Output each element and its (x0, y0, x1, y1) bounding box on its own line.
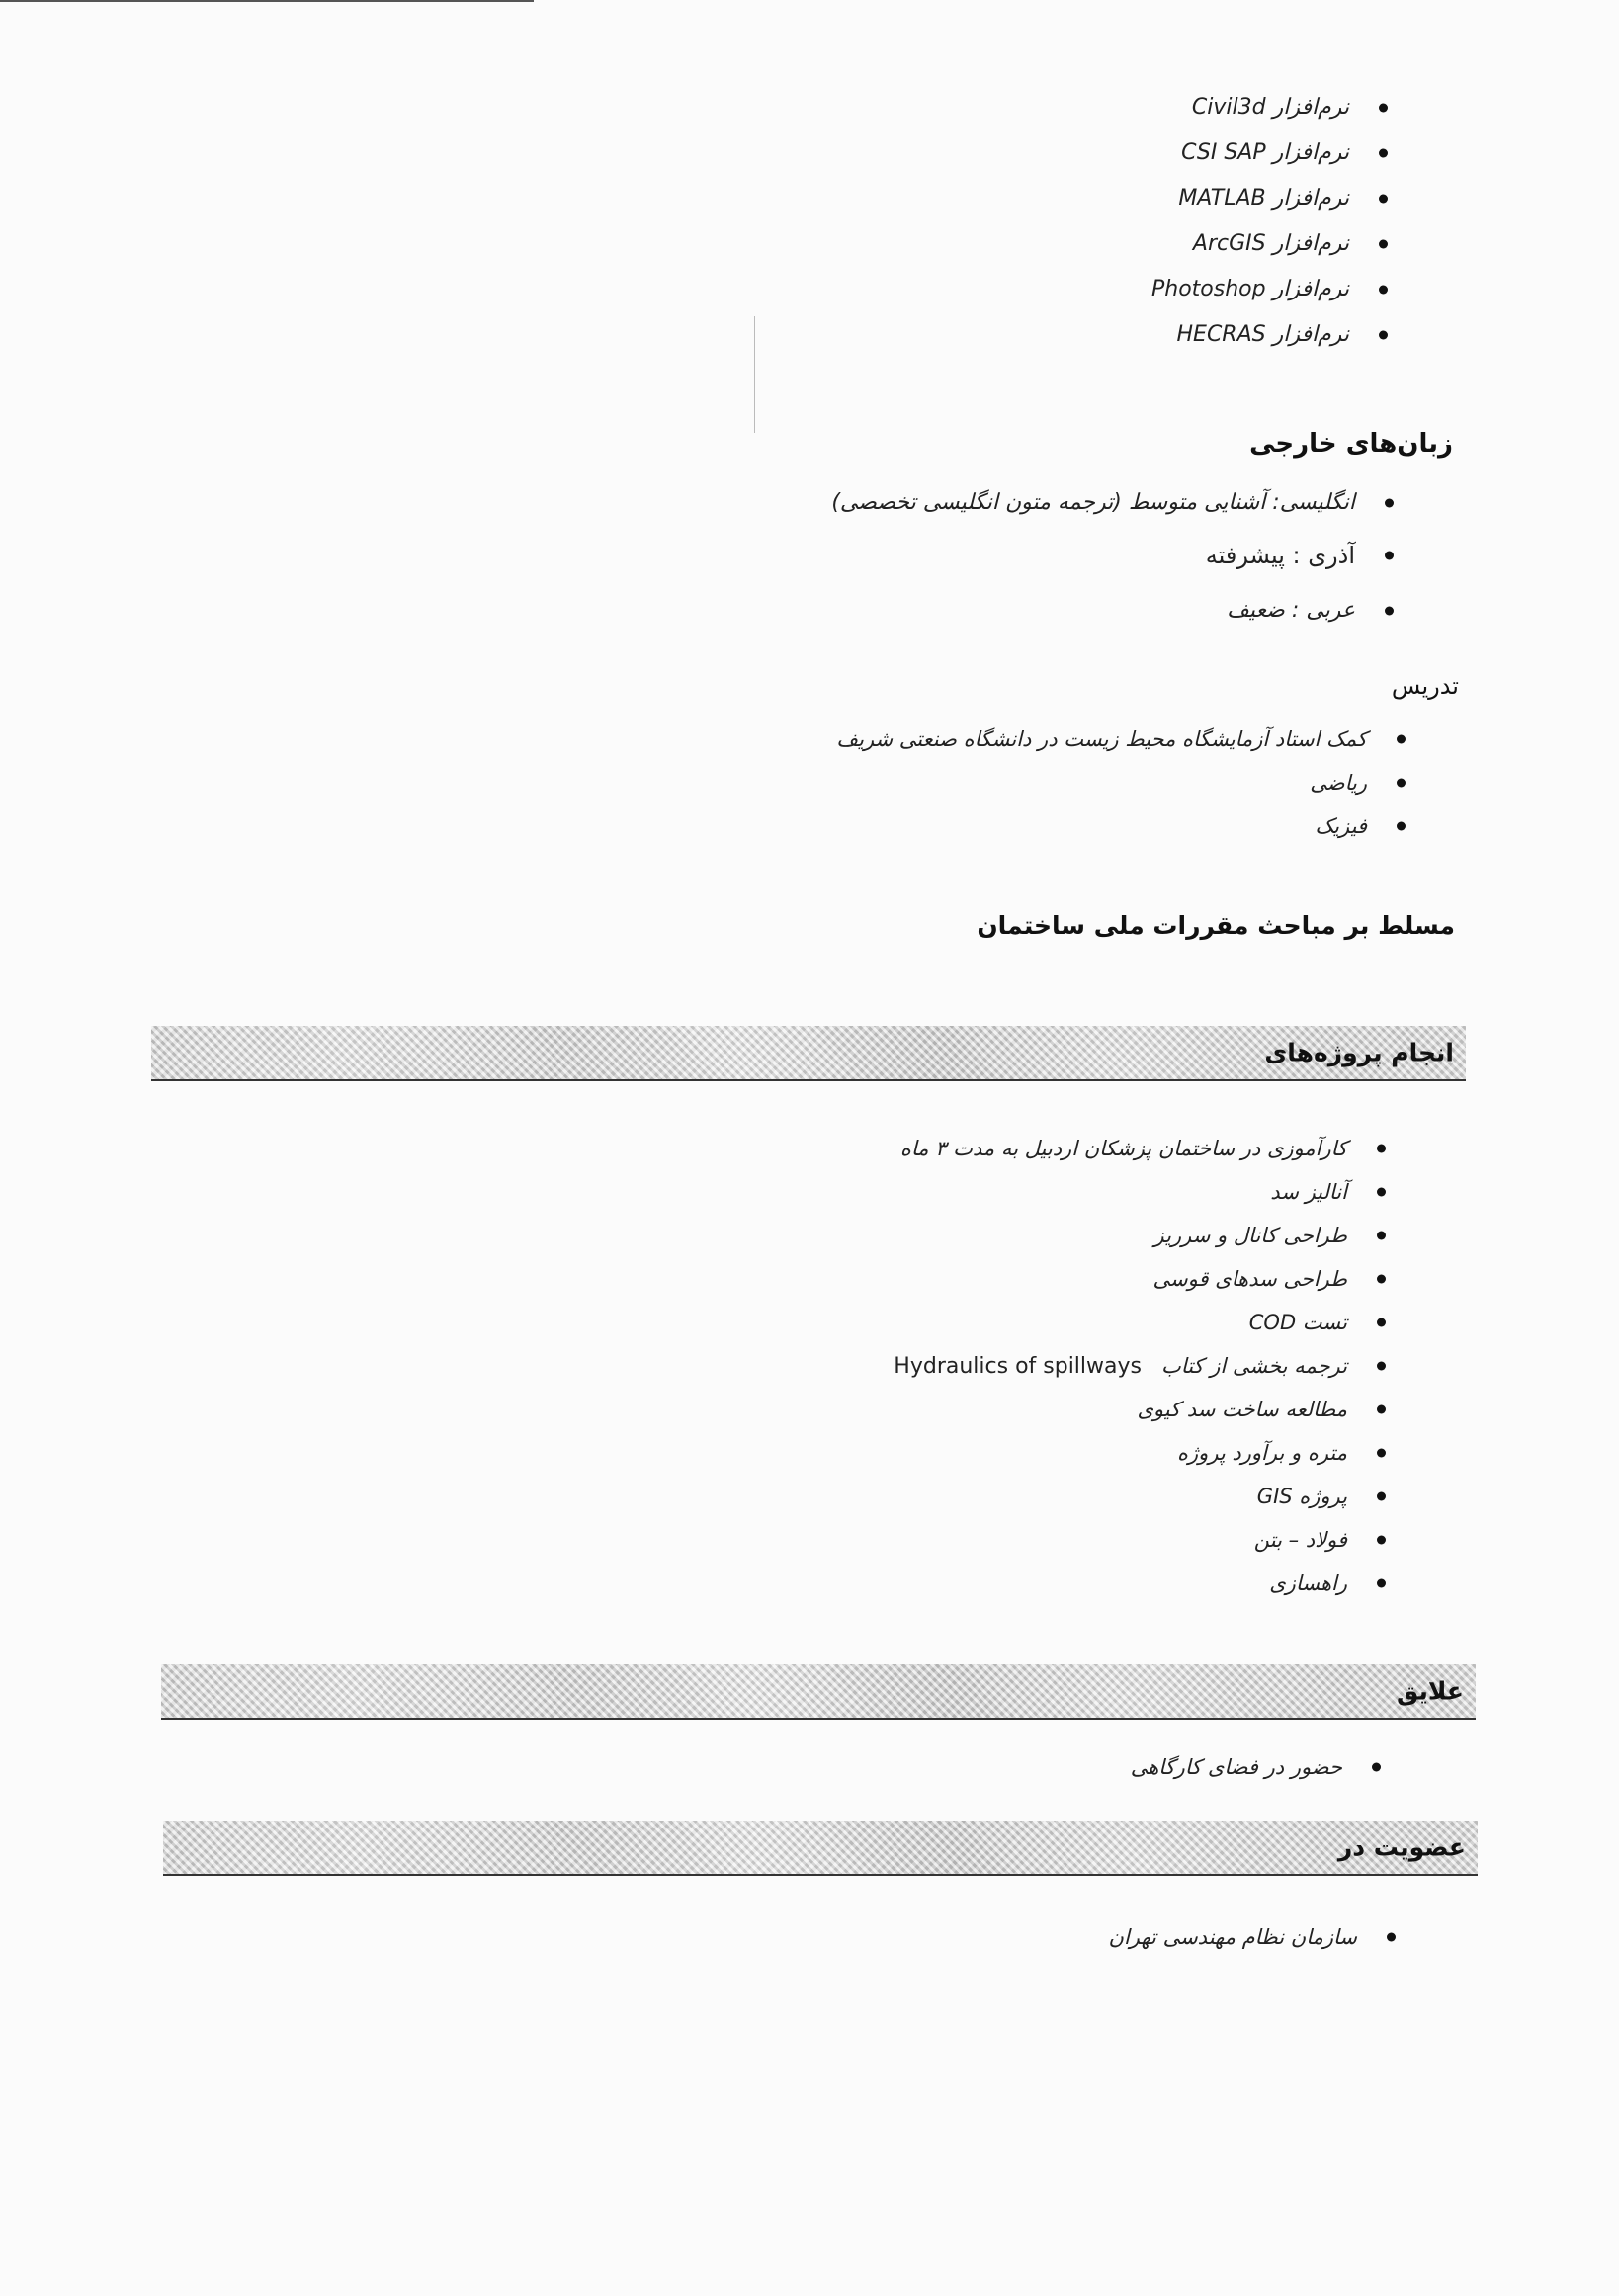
list-item: آنالیز سد (894, 1170, 1392, 1214)
interests-section-bar (161, 1664, 1476, 1720)
teaching-heading: تدریس (1391, 672, 1459, 700)
list-item (1151, 130, 1394, 176)
membership-list (1109, 1915, 1402, 1959)
interests-list (1131, 1745, 1387, 1789)
list-item (894, 1344, 1392, 1388)
software-label: نرم‌افزار (1272, 277, 1349, 301)
interests-heading: علایق (1397, 1676, 1464, 1706)
projects-section (894, 1127, 1392, 1605)
projects-section-bar (151, 1026, 1466, 1081)
list-item: مطالعه ساخت سد کیوی (894, 1388, 1392, 1431)
list-item (1151, 312, 1394, 358)
software-name: MATLAB (1178, 186, 1266, 211)
list-item: طراحی کانال و سرریز (894, 1214, 1392, 1257)
software-label: نرم‌افزار (1272, 140, 1349, 165)
software-label: نرم‌افزار (1272, 231, 1349, 256)
interests-section (1131, 1745, 1387, 1789)
languages-list (831, 478, 1400, 638)
list-item (1151, 267, 1394, 312)
software-name: Civil3d (1191, 95, 1266, 120)
list-item (1151, 176, 1394, 221)
list-item: سازمان نظام مهندسی تهران (1109, 1915, 1402, 1959)
projects-heading: انجام پروژه‌های (1264, 1038, 1454, 1067)
membership-section (1109, 1915, 1402, 1959)
list-item: حضور در فضای کارگاهی (1131, 1745, 1387, 1789)
software-label: نرم‌افزار (1272, 186, 1349, 211)
scan-artifact-line (754, 316, 755, 433)
software-list (1151, 85, 1394, 358)
project-text: ترجمه بخشی از کتاب (1161, 1354, 1347, 1378)
list-item (1151, 85, 1394, 130)
list-item: عربی : ضعیف (831, 583, 1400, 638)
book-title: Hydraulics of spillways (894, 1354, 1142, 1379)
software-name: HECRAS (1176, 322, 1266, 347)
languages-section (831, 478, 1400, 638)
list-item: پروژه GIS (894, 1475, 1392, 1518)
software-section (1151, 85, 1394, 358)
list-item: ریاضی (836, 761, 1411, 805)
software-name: CSI SAP (1181, 140, 1266, 165)
list-item: متره و برآورد پروژه (894, 1431, 1392, 1475)
membership-section-bar (163, 1821, 1478, 1876)
membership-heading: عضویت در (1337, 1832, 1466, 1862)
software-label: نرم‌افزار (1272, 95, 1349, 120)
teaching-list (836, 718, 1411, 848)
list-item: کمک استاد آزمایشگاه محیط زیست در دانشگاه صنعتی شریف (836, 718, 1411, 761)
languages-heading: زبان‌های خارجی (1249, 429, 1453, 459)
building-code-heading: مسلط بر مباحث مقررات ملی ساختمان (977, 911, 1455, 940)
list-item: کارآموزی در ساختمان پزشکان اردبیل به مدت ۳ ماه (894, 1127, 1392, 1170)
list-item: تست COD (894, 1301, 1392, 1344)
list-item: فولاد – بتن (894, 1518, 1392, 1562)
software-name: Photoshop (1151, 277, 1266, 301)
scan-edge-line (0, 0, 534, 2)
list-item: آذری : پیشرفته (831, 528, 1400, 583)
software-label: نرم‌افزار (1272, 322, 1349, 347)
list-item: فیزیک (836, 805, 1411, 848)
list-item: طراحی سدهای قوسی (894, 1257, 1392, 1301)
software-name: ArcGIS (1192, 231, 1266, 256)
teaching-section (836, 718, 1411, 848)
projects-list (894, 1127, 1392, 1605)
list-item (1151, 221, 1394, 267)
list-item: انگلیسی: آشنایی متوسط (ترجمه متون انگلیسی تخصصی) (831, 478, 1400, 528)
list-item: راهسازی (894, 1562, 1392, 1605)
